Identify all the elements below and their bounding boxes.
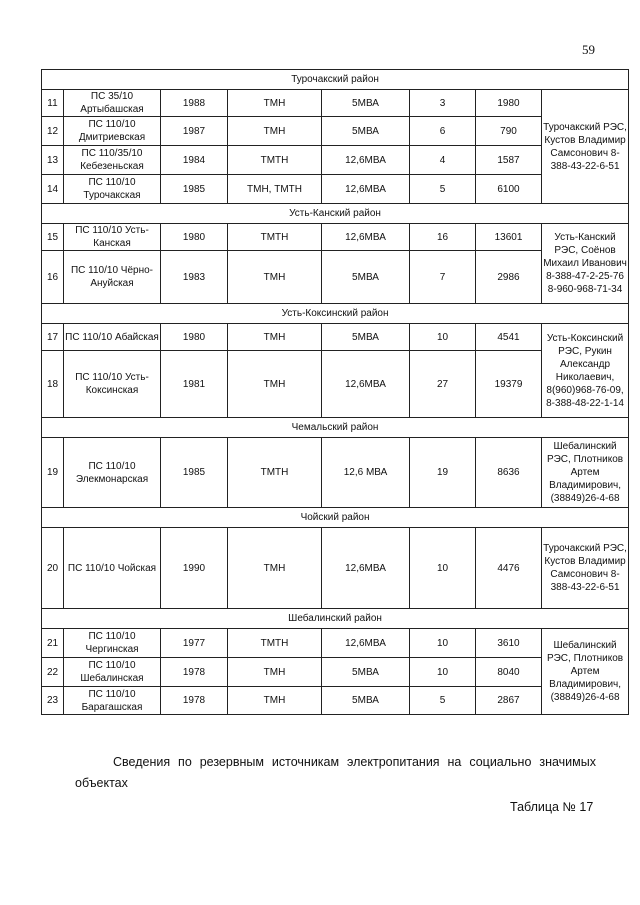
consumer-count: 4541 bbox=[476, 324, 542, 351]
caption-text: Сведения по резервным источникам электропитания на социально значимых объектах bbox=[75, 755, 596, 790]
commissioning-year: 1978 bbox=[161, 658, 228, 687]
region-header: Чойский район bbox=[42, 508, 629, 528]
settlement-count: 10 bbox=[410, 528, 476, 609]
table-number: Таблица № 17 bbox=[510, 800, 594, 814]
region-header: Усть-Канский район bbox=[42, 204, 629, 224]
commissioning-year: 1987 bbox=[161, 117, 228, 146]
substation-name: ПС 110/35/10 Кебезеньская bbox=[64, 146, 161, 175]
substation-name: ПС 110/10 Элекмонарская bbox=[64, 438, 161, 508]
transformer-power: 12,6МВА bbox=[322, 175, 410, 204]
substation-name: ПС 110/10 Дмитриевская bbox=[64, 117, 161, 146]
region-row bbox=[42, 418, 629, 438]
transformer-power: 5МВА bbox=[322, 687, 410, 715]
commissioning-year: 1988 bbox=[161, 90, 228, 117]
transformer-power: 12,6МВА bbox=[322, 146, 410, 175]
commissioning-year: 1985 bbox=[161, 438, 228, 508]
substation-number: 20 bbox=[42, 528, 64, 609]
transformer-type: ТМН bbox=[228, 117, 322, 146]
substation-name: ПС 110/10 Абайская bbox=[64, 324, 161, 351]
substation-name: ПС 110/10 Чергинская bbox=[64, 629, 161, 658]
region-row bbox=[42, 609, 629, 629]
substation-number: 16 bbox=[42, 251, 64, 304]
substation-name: ПС 110/10 Турочакская bbox=[64, 175, 161, 204]
consumer-count: 2986 bbox=[476, 251, 542, 304]
region-row bbox=[42, 70, 629, 90]
transformer-type: ТМТН bbox=[228, 438, 322, 508]
consumer-count: 1980 bbox=[476, 90, 542, 117]
transformer-type: ТМН bbox=[228, 90, 322, 117]
consumer-count: 19379 bbox=[476, 351, 542, 418]
settlement-count: 27 bbox=[410, 351, 476, 418]
consumer-count: 790 bbox=[476, 117, 542, 146]
transformer-power: 5МВА bbox=[322, 324, 410, 351]
transformer-type: ТМН bbox=[228, 251, 322, 304]
responsible-contact: Усть-Канский РЭС, Соёнов Михаил Иванович 8-388-47-2-25-76 8-960-968-71-34 bbox=[542, 224, 629, 304]
settlement-count: 16 bbox=[410, 224, 476, 251]
settlement-count: 6 bbox=[410, 117, 476, 146]
transformer-power: 12,6МВА bbox=[322, 528, 410, 609]
region-header: Шебалинский район bbox=[42, 609, 629, 629]
settlement-count: 3 bbox=[410, 90, 476, 117]
table-row bbox=[42, 117, 629, 146]
consumer-count: 2867 bbox=[476, 687, 542, 715]
table-row bbox=[42, 351, 629, 418]
substation-number: 17 bbox=[42, 324, 64, 351]
substation-number: 18 bbox=[42, 351, 64, 418]
transformer-type: ТМТН bbox=[228, 146, 322, 175]
substation-number: 22 bbox=[42, 658, 64, 687]
consumer-count: 13601 bbox=[476, 224, 542, 251]
commissioning-year: 1981 bbox=[161, 351, 228, 418]
table-row bbox=[42, 658, 629, 687]
transformer-power: 12,6МВА bbox=[322, 351, 410, 418]
commissioning-year: 1978 bbox=[161, 687, 228, 715]
substation-number: 21 bbox=[42, 629, 64, 658]
substation-number: 14 bbox=[42, 175, 64, 204]
table-body bbox=[42, 70, 629, 715]
substation-number: 11 bbox=[42, 90, 64, 117]
table-row bbox=[42, 629, 629, 658]
consumer-count: 8636 bbox=[476, 438, 542, 508]
region-header: Усть-Коксинский район bbox=[42, 304, 629, 324]
page-number: 59 bbox=[582, 42, 595, 57]
transformer-power: 5МВА bbox=[322, 658, 410, 687]
transformer-type: ТМН bbox=[228, 658, 322, 687]
commissioning-year: 1984 bbox=[161, 146, 228, 175]
region-row bbox=[42, 204, 629, 224]
consumer-count: 1587 bbox=[476, 146, 542, 175]
transformer-power: 12,6МВА bbox=[322, 629, 410, 658]
table-row bbox=[42, 251, 629, 304]
settlement-count: 5 bbox=[410, 687, 476, 715]
table-row bbox=[42, 324, 629, 351]
table-row bbox=[42, 528, 629, 609]
transformer-type: ТМТН bbox=[228, 629, 322, 658]
commissioning-year: 1980 bbox=[161, 324, 228, 351]
responsible-contact: Турочакский РЭС, Кустов Владимир Самсонович 8-388-43-22-6-51 bbox=[542, 90, 629, 204]
table-row bbox=[42, 146, 629, 175]
substation-number: 12 bbox=[42, 117, 64, 146]
table-caption bbox=[75, 752, 596, 794]
substation-name: ПС 110/10 Барагашская bbox=[64, 687, 161, 715]
consumer-count: 4476 bbox=[476, 528, 542, 609]
transformer-power: 12,6 МВА bbox=[322, 438, 410, 508]
settlement-count: 4 bbox=[410, 146, 476, 175]
consumer-count: 8040 bbox=[476, 658, 542, 687]
table-row bbox=[42, 175, 629, 204]
substation-number: 19 bbox=[42, 438, 64, 508]
transformer-type: ТМН bbox=[228, 324, 322, 351]
responsible-contact: Турочакский РЭС, Кустов Владимир Самсонович 8-388-43-22-6-51 bbox=[542, 528, 629, 609]
substation-name: ПС 110/10 Чёрно-Ануйская bbox=[64, 251, 161, 304]
transformer-power: 5МВА bbox=[322, 117, 410, 146]
commissioning-year: 1977 bbox=[161, 629, 228, 658]
region-header: Чемальский район bbox=[42, 418, 629, 438]
substation-number: 13 bbox=[42, 146, 64, 175]
substation-name: ПС 110/10 Усть-Канская bbox=[64, 224, 161, 251]
settlement-count: 19 bbox=[410, 438, 476, 508]
substation-name: ПС 110/10 Шебалинская bbox=[64, 658, 161, 687]
settlement-count: 10 bbox=[410, 629, 476, 658]
transformer-power: 5МВА bbox=[322, 90, 410, 117]
table-row bbox=[42, 90, 629, 117]
responsible-contact: Шебалинский РЭС, Плотников Артем Владимирович, (38849)26-4-68 bbox=[542, 438, 629, 508]
transformer-power: 5МВА bbox=[322, 251, 410, 304]
table-row bbox=[42, 438, 629, 508]
transformer-type: ТМН, ТМТН bbox=[228, 175, 322, 204]
responsible-contact: Шебалинский РЭС, Плотников Артем Владимирович, (38849)26-4-68 bbox=[542, 629, 629, 715]
commissioning-year: 1990 bbox=[161, 528, 228, 609]
substation-name: ПС 110/10 Усть-Коксинская bbox=[64, 351, 161, 418]
settlement-count: 7 bbox=[410, 251, 476, 304]
settlement-count: 10 bbox=[410, 324, 476, 351]
consumer-count: 6100 bbox=[476, 175, 542, 204]
region-row bbox=[42, 508, 629, 528]
transformer-power: 12,6МВА bbox=[322, 224, 410, 251]
substation-number: 15 bbox=[42, 224, 64, 251]
substation-name: ПС 35/10 Артыбашская bbox=[64, 90, 161, 117]
region-row bbox=[42, 304, 629, 324]
substations-table bbox=[41, 69, 629, 715]
region-header: Турочакский район bbox=[42, 70, 629, 90]
transformer-type: ТМН bbox=[228, 528, 322, 609]
table-row bbox=[42, 224, 629, 251]
transformer-type: ТМН bbox=[228, 687, 322, 715]
substation-name: ПС 110/10 Чойская bbox=[64, 528, 161, 609]
settlement-count: 10 bbox=[410, 658, 476, 687]
commissioning-year: 1980 bbox=[161, 224, 228, 251]
commissioning-year: 1983 bbox=[161, 251, 228, 304]
table-row bbox=[42, 687, 629, 715]
settlement-count: 5 bbox=[410, 175, 476, 204]
consumer-count: 3610 bbox=[476, 629, 542, 658]
transformer-type: ТМН bbox=[228, 351, 322, 418]
commissioning-year: 1985 bbox=[161, 175, 228, 204]
substation-number: 23 bbox=[42, 687, 64, 715]
responsible-contact: Усть-Коксинский РЭС, Рукин Александр Николаевич, 8(960)968-76-09, 8-388-48-22-1-14 bbox=[542, 324, 629, 418]
transformer-type: ТМТН bbox=[228, 224, 322, 251]
